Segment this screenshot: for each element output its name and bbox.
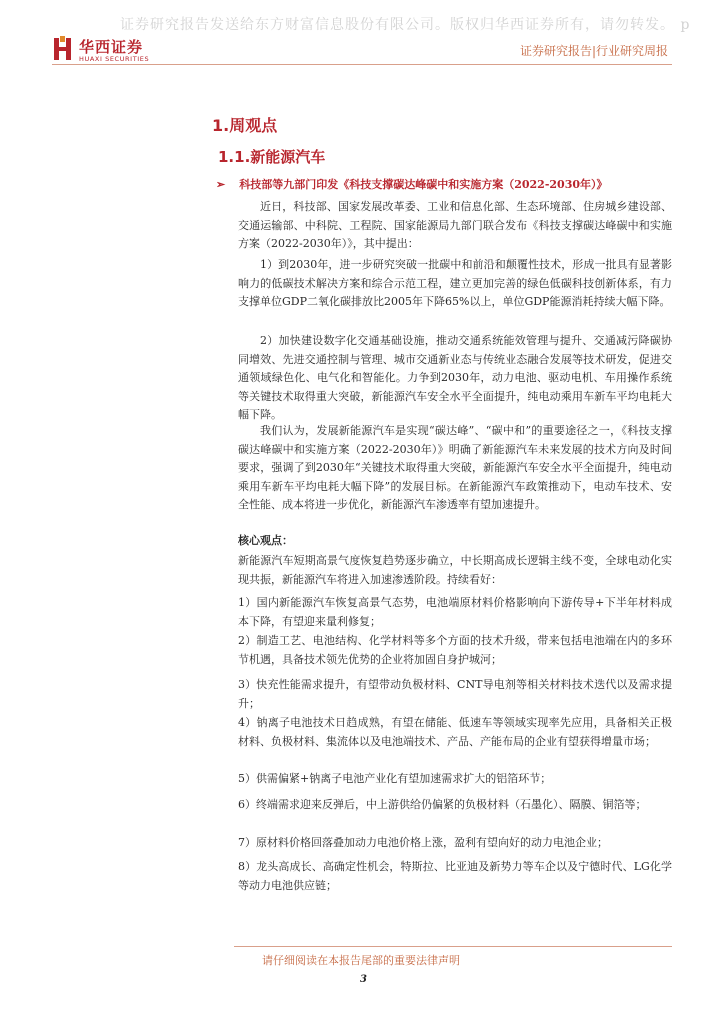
list-item: 5）供需偏紧+钠离子电池产业化有望加速需求扩大的铝箔环节；: [238, 772, 552, 785]
company-logo: [53, 35, 193, 65]
core-label: 核心观点：: [238, 534, 293, 547]
paragraph-opinion: 我们认为，发展新能源汽车是实现“碳达峰”、“碳中和”的重要途径之一，《科技支撑碳达峰碳中和实施方案（2022-2030年）》明确了新能源汽车未来发展的技术方向及时间要求，强调了到2030年“关键技术取得重大突破，新能源汽车安全水平全面提升，纯电动乘用车新车平均电耗大幅下降”的发展目标。在新能源汽车政策推动下，电动车技术、安全性能、成本将进一步优化，新能源汽车渗透率有望加速提升。: [238, 424, 672, 511]
list-item: 1）国内新能源汽车恢复高景气态势，电池端原材料价格影响向下游传导+下半年材料成本下降，有望迎来量利修复；: [238, 596, 672, 628]
header-divider: [52, 64, 672, 65]
report-type: 证券研究报告|行业研究周报: [519, 44, 668, 58]
list-item: 4）钠离子电池技术日趋成熟，有望在储能、低速车等领域实现率先应用，具备相关正极材料、负极材料、集流体以及电池端技术、产品、产能布局的企业有望获得增量市场；: [238, 716, 672, 748]
logo-text-cn: 华西证券: [79, 38, 144, 56]
bullet-title: 科技部等九部门印发《科技支撑碳达峰碳中和实施方案（2022-2030年）》: [239, 178, 608, 191]
list-item: 2）制造工艺、电池结构、化学材料等多个方面的技术升级，带来包括电池端在内的多环节机遇，具备技术领先优势的企业将加固自身护城河；: [238, 634, 672, 666]
legal-notice: 请仔细阅读在本报告尾部的重要法律声明: [262, 954, 460, 967]
arrow-bullet-icon: ➢: [216, 178, 226, 191]
footer-divider: [234, 946, 672, 947]
subsection-title: 1.1.新能源汽车: [218, 148, 326, 166]
list-item: 7）原材料价格回落叠加动力电池价格上涨，盈利有望向好的动力电池企业；: [238, 836, 608, 849]
list-item: 8）龙头高成长、高确定性机会，特斯拉、比亚迪及新势力等车企以及宁德时代、LG化学等动力电池供应链；: [238, 860, 672, 892]
watermark: 证券研究报告发送给东方财富信息股份有限公司。版权归华西证券所有，请勿转发。 p: [120, 17, 691, 33]
paragraph-intro: 近日，科技部、国家发展改革委、工业和信息化部、生态环境部、住房城乡建设部、交通运输部、中科院、工程院、国家能源局九部门联合发布《科技支撑碳达峰碳中和实施方案（2022-2030年）》，其中提出：: [238, 200, 672, 250]
section-title: 1.周观点: [212, 116, 278, 135]
paragraph-point-1: 1）到2030年，进一步研究突破一批碳中和前沿和颠覆性技术，形成一批具有显著影响力的低碳技术解决方案和综合示范工程，建立更加完善的绿色低碳科技创新体系，有力支撑单位GDP二氧化碳排放比2005年下降65%以上，单位GDP能源消耗持续大幅下降。: [238, 258, 672, 308]
list-item: 6）终端需求迎来反弹后，中上游供给仍偏紧的负极材料（石墨化）、隔膜、铜箔等；: [238, 798, 647, 811]
core-intro: 新能源汽车短期高景气度恢复趋势逐步确立，中长期高成长逻辑主线不变，全球电动化实现共振，新能源汽车将进入加速渗透阶段。持续看好：: [238, 554, 672, 586]
list-item: 3）快充性能需求提升，有望带动负极材料、CNT导电剂等相关材料技术迭代以及需求提升；: [238, 678, 672, 710]
bullet-heading: [216, 176, 608, 192]
huaxi-logo-icon: [53, 36, 73, 62]
paragraph-point-2: 2）加快建设数字化交通基础设施，推动交通系统能效管理与提升、交通减污降碳协同增效、先进交通控制与管理、城市交通新业态与传统业态融合发展等技术研发，促进交通领域绿色化、电气化和智能化。力争到2030年，动力电池、驱动电机、车用操作系统等关键技术取得重大突破，新能源汽车安全水平全面提升，纯电动乘用车新车平均电耗大幅下降。: [238, 334, 672, 421]
page-number: 3: [360, 974, 367, 985]
logo-text-en: HUAXI SECURITIES: [79, 55, 150, 63]
